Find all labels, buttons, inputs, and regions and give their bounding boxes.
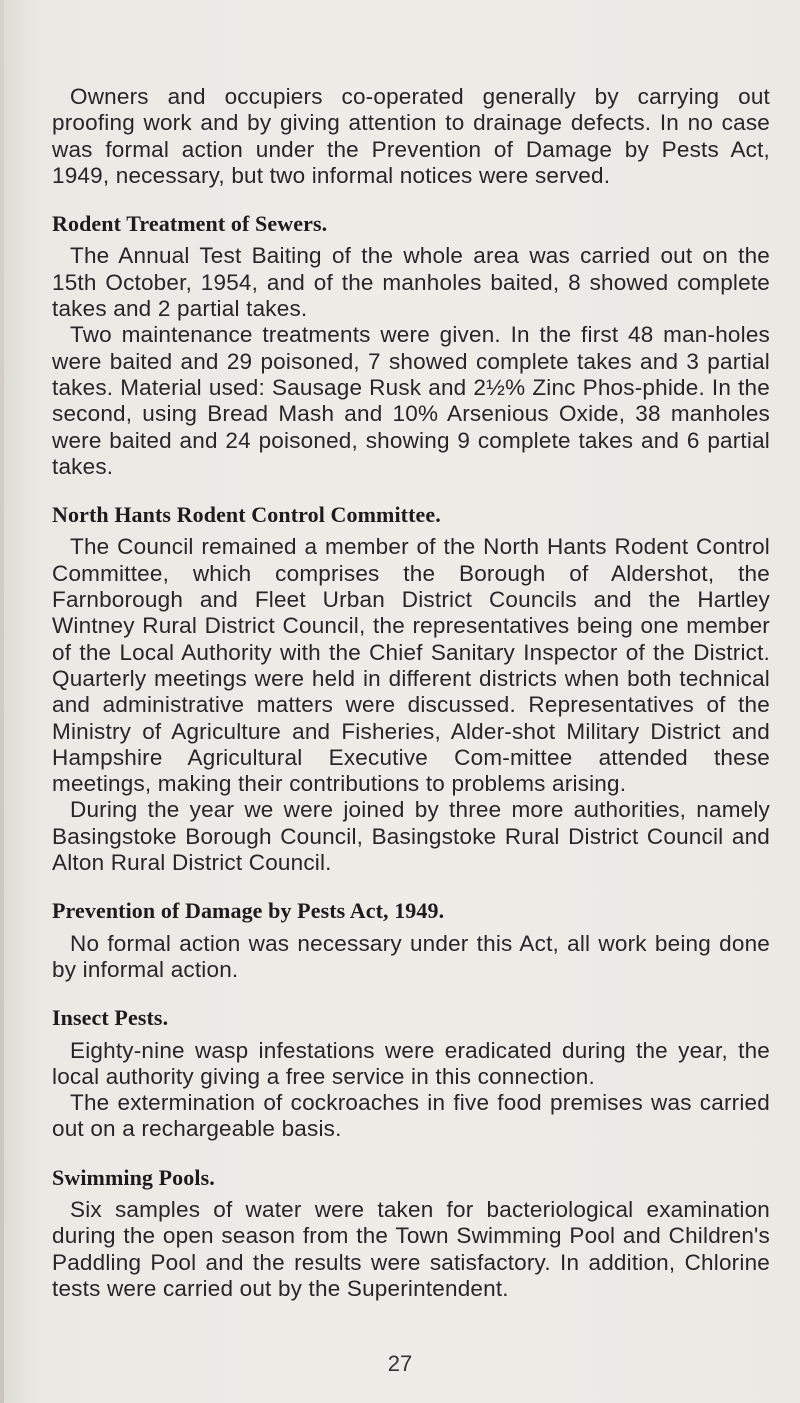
paragraph-cockroaches: The extermination of cockroaches in five food premises was carried out on a rechargeable basis.	[52, 1090, 770, 1142]
heading-swimming-pools: Swimming Pools.	[52, 1164, 215, 1190]
page-edge-shadow	[0, 0, 4, 1403]
paragraph-wasp-infestations: Eighty-nine wasp infestations were eradicated during the year, the local authority giving a free service in this connection.	[52, 1037, 770, 1089]
heading-prevention-act: Prevention of Damage by Pests Act, 1949.	[52, 898, 445, 924]
paragraph-no-formal-action: No formal action was necessary under this Act, all work being done by informal action.	[52, 930, 770, 982]
paragraph-maintenance-treatments: Two maintenance treatments were given. In the first 48 man-holes were baited and 29 poisoned, 7 showed complete takes and 3 partial takes. Material used: Sausage Rusk and 2½% Zinc Phos-phide. In the second, using Bread Mash and 10% Arsenious Oxide, 38 manholes were baited and 24 poisoned, showing 9 complete takes and 6 partial takes.	[52, 322, 770, 479]
paragraph-new-authorities: During the year we were joined by three more authorities, namely Basingstoke Borough Council, Basingstoke Rural District Council and Alton Rural District Council.	[52, 797, 770, 876]
intro-paragraph: Owners and occupiers co-operated generally by carrying out proofing work and by giving attention to drainage defects. In no case was formal action under the Prevention of Damage by Pests Act, 1949, necessary, but two informal notices were served.	[52, 84, 770, 188]
page-number: 27	[387, 1351, 413, 1376]
heading-north-hants-committee: North Hants Rodent Control Committee.	[52, 502, 441, 528]
heading-rodent-treatment-of-sewers: Rodent Treatment of Sewers.	[52, 211, 328, 237]
paragraph-test-baiting: The Annual Test Baiting of the whole area was carried out on the 15th October, 1954, and of the manholes baited, 8 showed complete takes and 2 partial takes.	[52, 243, 770, 322]
paragraph-water-samples: Six samples of water were taken for bacteriological examination during the open season from the Town Swimming Pool and Children's Paddling Pool and the results were satisfactory. In addition, Chlorine tests were carried out by the Superintendent.	[52, 1196, 770, 1301]
heading-insect-pests: Insect Pests.	[52, 1005, 169, 1031]
page-body	[52, 84, 770, 1302]
paragraph-committee-membership: The Council remained a member of the North Hants Rodent Control Committee, which comprises the Borough of Aldershot, the Farnborough and Fleet Urban District Councils and the Hartley Wintney Rural District Council, the representatives being one member of the Local Authority with the Chief Sanitary Inspector of the District. Quarterly meetings were held in different districts when both technical and administrative matters were discussed. Representatives of the Ministry of Agriculture and Fisheries, Alder-shot Military District and Hampshire Agricultural Executive Com-mittee attended these meetings, making their contributions to problems arising.	[52, 534, 770, 797]
